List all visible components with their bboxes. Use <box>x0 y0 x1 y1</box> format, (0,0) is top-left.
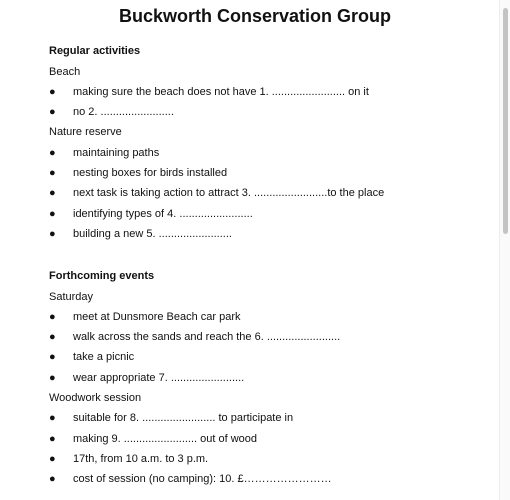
list-item-text: building a new 5. ........................ <box>73 228 232 240</box>
list-item-text: making sure the beach does not have 1. ........................ on it <box>73 86 369 98</box>
bullet-icon: ● <box>49 351 56 363</box>
list-item-text: maintaining paths <box>73 147 160 159</box>
list-item-text: meet at Dunsmore Beach car park <box>73 311 241 323</box>
page-title: Buckworth Conservation Group <box>118 6 392 26</box>
list-item-text: making 9. ........................ out of wood <box>73 433 258 445</box>
bullet-icon: ● <box>49 106 56 118</box>
list-item-text: walk across the sands and reach the 6. ........................ <box>73 331 341 343</box>
subheading-nature-reserve: Nature reserve <box>49 126 122 138</box>
bullet-icon: ● <box>49 331 56 343</box>
list-item-text: 17th, from 10 a.m. to 3 p.m. <box>73 453 209 465</box>
vertical-scrollbar[interactable] <box>499 0 510 500</box>
bullet-icon: ● <box>49 208 56 220</box>
list-item-text: cost of session (no camping): 10. £…………………… <box>73 473 332 485</box>
bullet-icon: ● <box>49 453 56 465</box>
list-item-text: identifying types of 4. ........................ <box>73 208 253 220</box>
bullet-icon: ● <box>49 187 56 199</box>
subheading-woodwork-session: Woodwork session <box>49 392 142 404</box>
subheading-beach: Beach <box>49 66 81 78</box>
list-item-text: suitable for 8. ........................ to participate in <box>73 412 294 424</box>
bullet-icon: ● <box>49 147 56 159</box>
bullet-icon: ● <box>49 372 56 384</box>
list-item-text: wear appropriate 7. ........................ <box>73 372 245 384</box>
list-item-text: take a picnic <box>73 351 135 363</box>
bullet-icon: ● <box>49 473 56 485</box>
bullet-icon: ● <box>49 228 56 240</box>
list-item-text: no 2. ........................ <box>73 106 174 118</box>
section-heading-forthcoming-events: Forthcoming events <box>49 270 155 282</box>
list-item-text: next task is taking action to attract 3. ........................to the place <box>73 187 385 199</box>
scrollbar-thumb[interactable] <box>503 8 508 234</box>
bullet-icon: ● <box>49 433 56 445</box>
bullet-icon: ● <box>49 311 56 323</box>
subheading-saturday: Saturday <box>49 291 94 303</box>
bullet-icon: ● <box>49 167 56 179</box>
bullet-icon: ● <box>49 412 56 424</box>
section-heading-regular-activities: Regular activities <box>49 45 141 57</box>
bullet-icon: ● <box>49 86 56 98</box>
list-item-text: nesting boxes for birds installed <box>73 167 228 179</box>
